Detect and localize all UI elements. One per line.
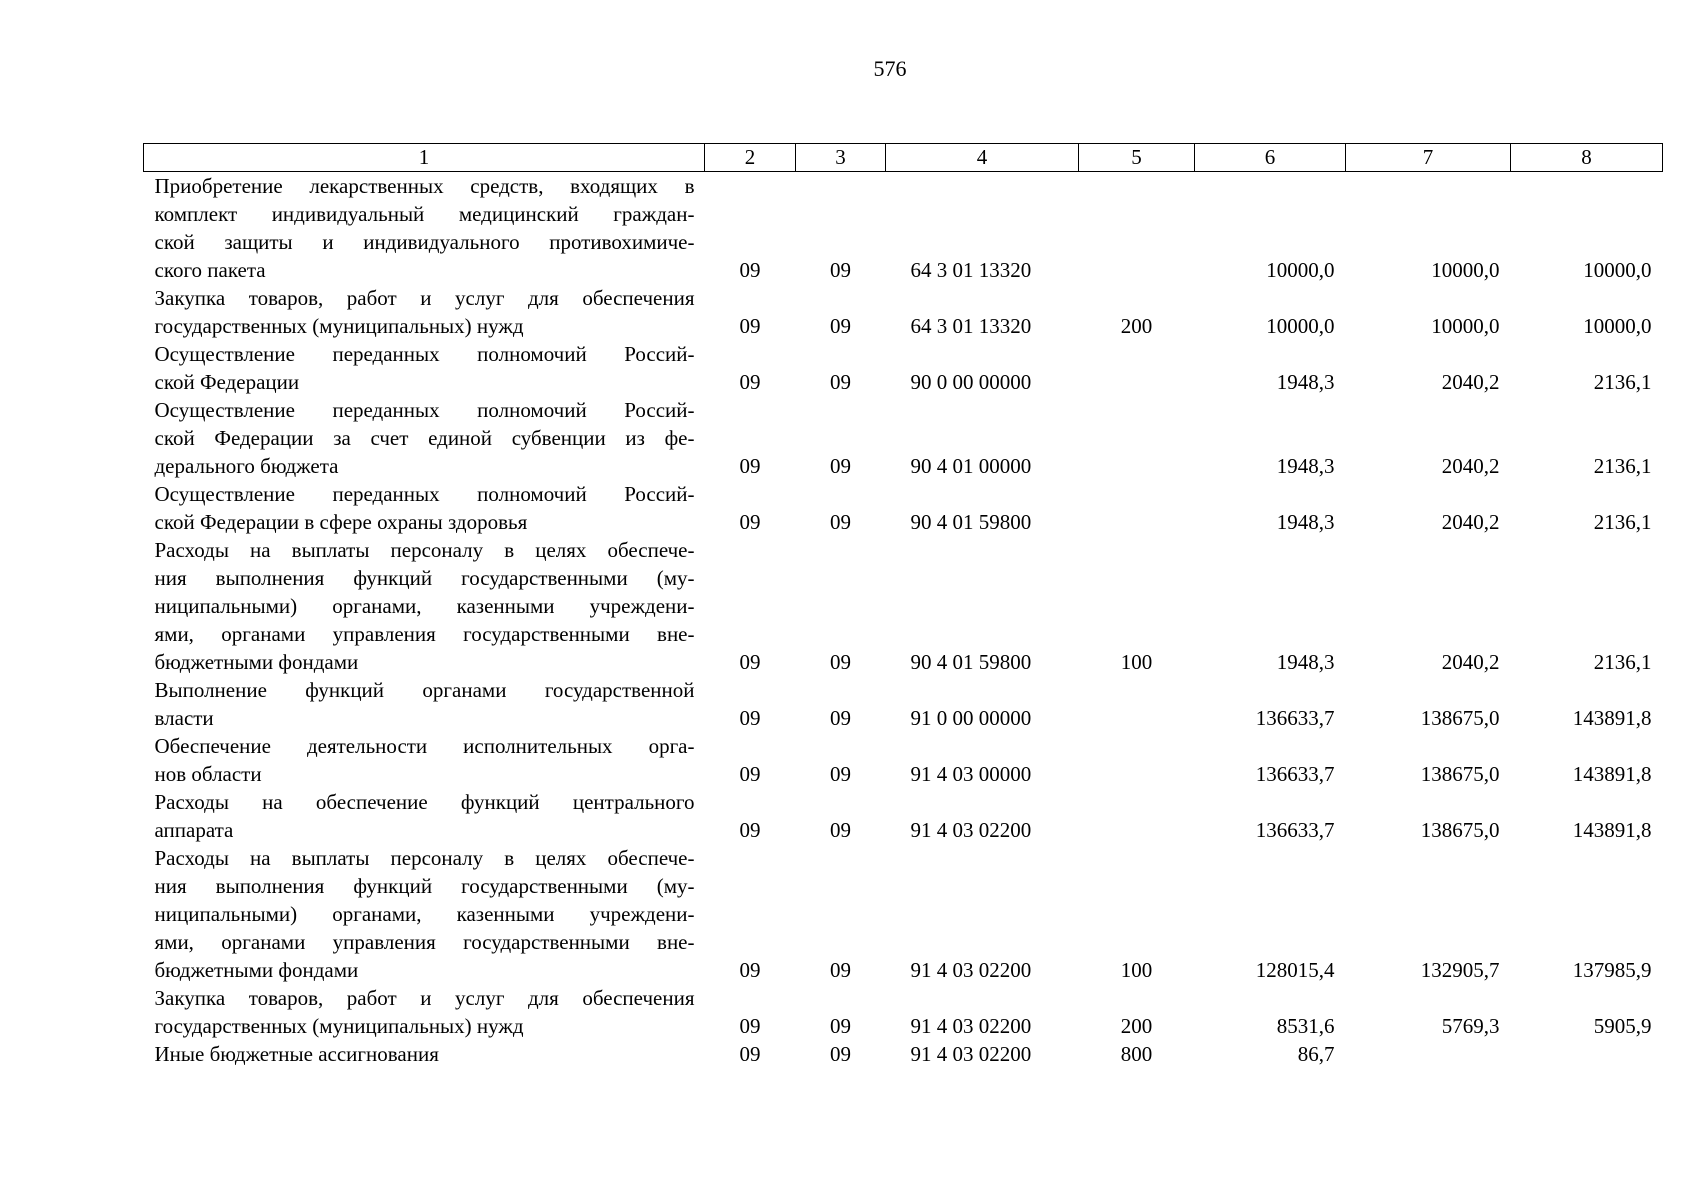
description-line: ской Федерации за счет единой субвенции из фе-	[154, 426, 695, 450]
column-header-5: 5	[1079, 144, 1195, 172]
column-header-6: 6	[1195, 144, 1346, 172]
section-code: 09	[739, 818, 761, 842]
target-article-code: 91 4 03 02200	[910, 958, 1032, 982]
description-line: государственных (муниципальных) нужд	[154, 314, 524, 338]
table-row	[144, 984, 1663, 1040]
expense-type-code: 800	[1120, 1042, 1153, 1066]
description-line: Иные бюджетные ассигнования	[154, 1042, 439, 1066]
amount-year-3: 137985,9	[1572, 958, 1652, 982]
amount-year-1: 128015,4	[1255, 958, 1335, 982]
section-code: 09	[739, 454, 761, 478]
column-header-1: 1	[144, 144, 705, 172]
target-article-code: 91 4 03 00000	[910, 762, 1032, 786]
description-line: Обеспечение деятельности исполнительных орга-	[154, 734, 695, 758]
section-code: 09	[739, 314, 761, 338]
row-description	[144, 732, 705, 788]
amount-year-1: 1948,3	[1276, 370, 1335, 394]
amount-year-2: 2040,2	[1441, 650, 1500, 674]
target-article-code: 64 3 01 13320	[910, 314, 1032, 338]
target-article-code: 64 3 01 13320	[910, 258, 1032, 282]
section-code: 09	[739, 762, 761, 786]
row-description	[144, 536, 705, 676]
column-header-3: 3	[796, 144, 886, 172]
amount-year-3: 143891,8	[1572, 706, 1652, 730]
amount-year-3: 10000,0	[1583, 314, 1652, 338]
description-line: государственных (муниципальных) нужд	[154, 1014, 524, 1038]
expense-type-code	[1079, 340, 1195, 396]
subsection-code: 09	[830, 510, 851, 534]
description-line: Расходы на выплаты персоналу в целях обеспече-	[154, 846, 695, 870]
description-line: Закупка товаров, работ и услуг для обеспечения	[154, 286, 695, 310]
target-article-code: 91 0 00 00000	[910, 706, 1032, 730]
target-article-code: 90 0 00 00000	[910, 370, 1032, 394]
amount-year-3: 2136,1	[1593, 454, 1652, 478]
amount-year-1: 136633,7	[1255, 762, 1335, 786]
description-line: ского пакета	[154, 258, 266, 282]
expense-type-code: 200	[1120, 1014, 1153, 1038]
amount-year-2: 2040,2	[1441, 454, 1500, 478]
amount-year-3: 2136,1	[1593, 370, 1652, 394]
expense-type-code	[1079, 396, 1195, 480]
description-line: ниципальными) органами, казенными учреждени-	[154, 902, 695, 926]
description-line: Осуществление переданных полномочий Россий-	[154, 398, 695, 422]
amount-year-3: 10000,0	[1583, 258, 1652, 282]
table-row	[144, 844, 1663, 984]
amount-year-2: 5769,3	[1441, 1014, 1500, 1038]
column-header-8: 8	[1511, 144, 1663, 172]
budget-table	[143, 143, 1663, 1068]
description-line: ской Федерации в сфере охраны здоровья	[154, 510, 528, 534]
row-description	[144, 480, 705, 536]
subsection-code: 09	[830, 762, 851, 786]
amount-year-2: 138675,0	[1420, 762, 1500, 786]
description-line: ния выполнения функций государственными (му-	[154, 566, 695, 590]
table-body	[144, 172, 1663, 1069]
subsection-code: 09	[830, 370, 851, 394]
column-header-4: 4	[886, 144, 1079, 172]
subsection-code: 09	[830, 1042, 851, 1066]
amount-year-1: 10000,0	[1266, 258, 1335, 282]
subsection-code: 09	[830, 258, 851, 282]
description-line: Осуществление переданных полномочий Россий-	[154, 482, 695, 506]
description-line: Закупка товаров, работ и услуг для обеспечения	[154, 986, 695, 1010]
section-code: 09	[739, 1042, 761, 1066]
target-article-code: 90 4 01 00000	[910, 454, 1032, 478]
amount-year-1: 1948,3	[1276, 510, 1335, 534]
description-line: Осуществление переданных полномочий Россий-	[154, 342, 695, 366]
subsection-code: 09	[830, 1014, 851, 1038]
amount-year-1: 136633,7	[1255, 818, 1335, 842]
amount-year-1: 8531,6	[1276, 1014, 1335, 1038]
section-code: 09	[739, 1014, 761, 1038]
table-row	[144, 396, 1663, 480]
subsection-code: 09	[830, 958, 851, 982]
row-description	[144, 172, 705, 285]
header-row	[144, 144, 1663, 172]
target-article-code: 90 4 01 59800	[910, 650, 1032, 674]
table-row	[144, 284, 1663, 340]
table-row	[144, 172, 1663, 285]
row-description	[144, 984, 705, 1040]
amount-year-2: 2040,2	[1441, 510, 1500, 534]
section-code: 09	[739, 258, 761, 282]
expense-type-code: 100	[1120, 958, 1153, 982]
row-description	[144, 788, 705, 844]
row-description	[144, 1040, 705, 1068]
amount-year-2: 2040,2	[1441, 370, 1500, 394]
table-row	[144, 536, 1663, 676]
section-code: 09	[739, 650, 761, 674]
expense-type-code	[1079, 788, 1195, 844]
table-row	[144, 340, 1663, 396]
table-header	[144, 144, 1663, 172]
description-line: нов области	[154, 762, 262, 786]
row-description	[144, 676, 705, 732]
subsection-code: 09	[830, 706, 851, 730]
column-header-2: 2	[705, 144, 796, 172]
description-line: Расходы на обеспечение функций центрального	[154, 790, 695, 814]
section-code: 09	[739, 370, 761, 394]
amount-year-2: 138675,0	[1420, 818, 1500, 842]
amount-year-3	[1511, 1040, 1663, 1068]
amount-year-2	[1346, 1040, 1511, 1068]
section-code: 09	[739, 958, 761, 982]
target-article-code: 91 4 03 02200	[910, 1042, 1032, 1066]
description-line: ской защиты и индивидуального противохимиче-	[154, 230, 695, 254]
table-row	[144, 676, 1663, 732]
amount-year-1: 1948,3	[1276, 454, 1335, 478]
description-line: аппарата	[154, 818, 234, 842]
section-code: 09	[739, 510, 761, 534]
subsection-code: 09	[830, 818, 851, 842]
description-line: Расходы на выплаты персоналу в целях обеспече-	[154, 538, 695, 562]
expense-type-code: 200	[1120, 314, 1153, 338]
expense-type-code	[1079, 480, 1195, 536]
expense-type-code	[1079, 732, 1195, 788]
row-description	[144, 340, 705, 396]
amount-year-3: 143891,8	[1572, 762, 1652, 786]
page-number: 576	[873, 56, 907, 81]
subsection-code: 09	[830, 314, 851, 338]
description-line: комплект индивидуальный медицинский граждан-	[154, 202, 695, 226]
subsection-code: 09	[830, 454, 851, 478]
amount-year-1: 1948,3	[1276, 650, 1335, 674]
target-article-code: 91 4 03 02200	[910, 1014, 1032, 1038]
description-line: власти	[154, 706, 214, 730]
description-line: бюджетными фондами	[154, 650, 359, 674]
target-article-code: 90 4 01 59800	[910, 510, 1032, 534]
description-line: Приобретение лекарственных средств, входящих в	[154, 174, 695, 198]
amount-year-3: 2136,1	[1593, 510, 1652, 534]
table-row	[144, 788, 1663, 844]
description-line: ния выполнения функций государственными (му-	[154, 874, 695, 898]
table-row	[144, 1040, 1663, 1068]
description-line: бюджетными фондами	[154, 958, 359, 982]
description-line: ской Федерации	[154, 370, 300, 394]
description-line: ниципальными) органами, казенными учреждени-	[154, 594, 695, 618]
description-line: ями, органами управления государственными вне-	[154, 622, 695, 646]
table-row	[144, 480, 1663, 536]
amount-year-3: 143891,8	[1572, 818, 1652, 842]
table-row	[144, 732, 1663, 788]
amount-year-3: 5905,9	[1593, 1014, 1652, 1038]
row-description	[144, 844, 705, 984]
amount-year-1: 10000,0	[1266, 314, 1335, 338]
column-header-7: 7	[1346, 144, 1511, 172]
row-description	[144, 284, 705, 340]
amount-year-2: 132905,7	[1420, 958, 1500, 982]
description-line: дерального бюджета	[154, 454, 339, 478]
target-article-code: 91 4 03 02200	[910, 818, 1032, 842]
subsection-code: 09	[830, 650, 851, 674]
amount-year-1: 136633,7	[1255, 706, 1335, 730]
amount-year-1: 86,7	[1297, 1042, 1335, 1066]
description-line: Выполнение функций органами государственной	[154, 678, 695, 702]
amount-year-2: 10000,0	[1431, 258, 1500, 282]
expense-type-code	[1079, 172, 1195, 285]
description-line: ями, органами управления государственными вне-	[154, 930, 695, 954]
expense-type-code	[1079, 676, 1195, 732]
row-description	[144, 396, 705, 480]
expense-type-code: 100	[1120, 650, 1153, 674]
amount-year-2: 138675,0	[1420, 706, 1500, 730]
section-code: 09	[739, 706, 761, 730]
amount-year-3: 2136,1	[1593, 650, 1652, 674]
amount-year-2: 10000,0	[1431, 314, 1500, 338]
